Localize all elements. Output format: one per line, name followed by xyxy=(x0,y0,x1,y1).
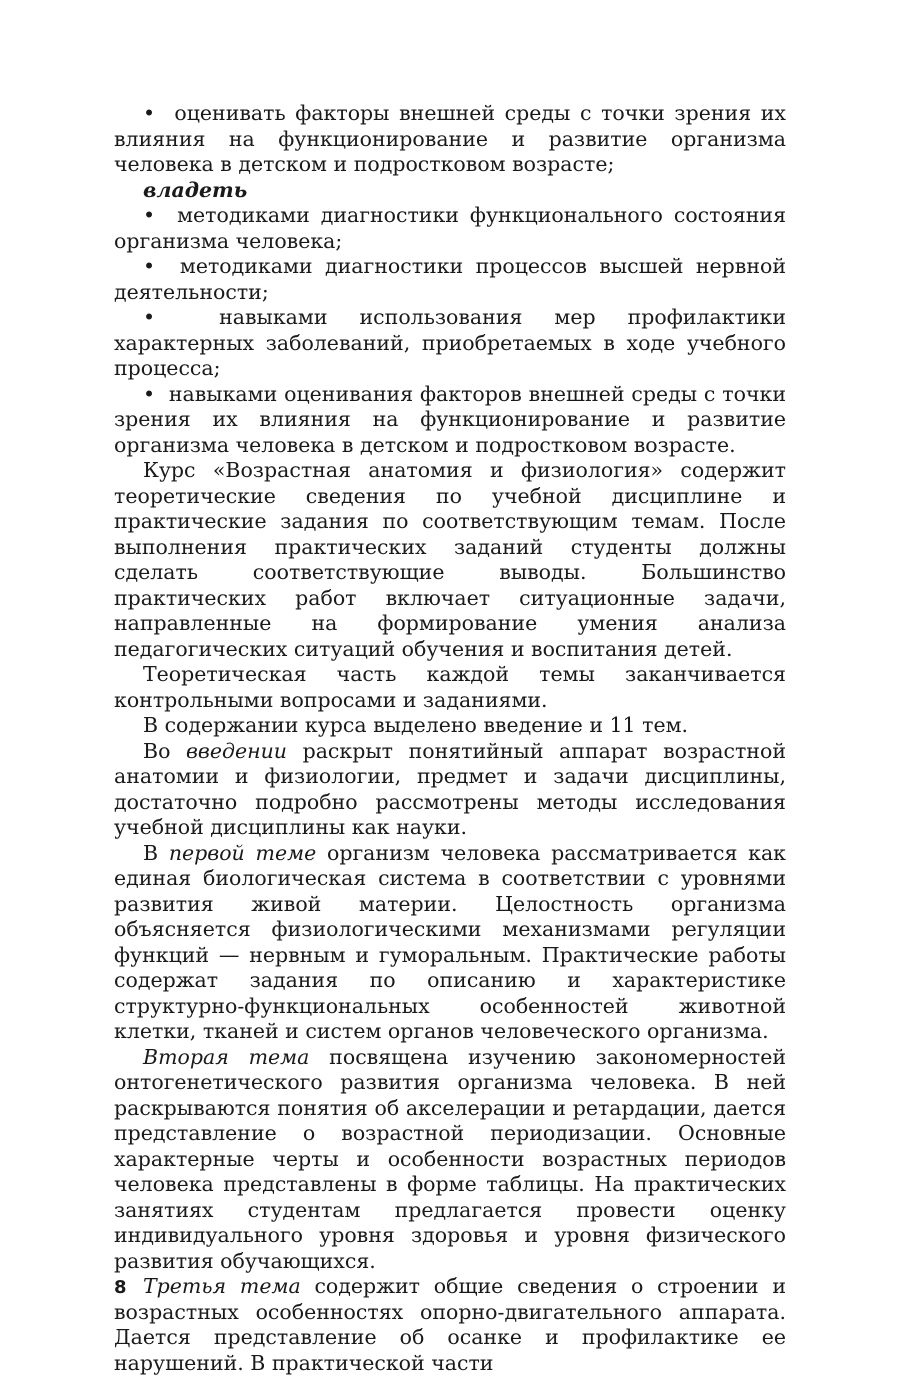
page-number: 8 xyxy=(114,1277,127,1298)
paragraph-third-topic: Третья тема содержит общие сведения о строении и возрастных особенностях опорно-двигательного аппарата. Дается представление об осанке и профилактике ее нарушений. В практической части xyxy=(114,1274,786,1375)
list-item-evaluate-factors: • оценивать факторы внешней среды с точки зрения их влияния на функционирование и развитие организма человека в детском и подростковом возрасте; xyxy=(114,101,786,178)
paragraph-second-topic: Вторая тема посвящена изучению закономерностей онтогенетического развития организма человека. В ней раскрываются понятия об акселерации и ретардации, дается представление о возрастной периодизации. Основные характерные черты и особенности возрастных периодов человека представлены в форме таблицы. На практических занятиях студентам предлагается провести оценку индивидуального уровня здоровья и уровня физического развития обучающихся. xyxy=(114,1044,786,1273)
list-item-prevention-skills: • навыками использования мер профилактики характерных заболеваний, приобретаемых в ходе учебного процесса; xyxy=(114,305,786,382)
emphasis-first-topic: первой теме xyxy=(168,840,317,865)
paragraph-theory: Теоретическая часть каждой темы заканчивается контрольными вопросами и заданиями. xyxy=(114,662,786,712)
emphasis-third-topic: Третья тема xyxy=(143,1274,301,1298)
page-body xyxy=(114,101,786,1376)
list-item-methods-nervous: • методиками диагностики процессов высшей нервной деятельности; xyxy=(114,254,786,305)
list-item-evaluation-skills: • навыками оценивания факторов внешней среды с точки зрения их влияния на функционирование и развитие организма человека в детском и подростковом возрасте. xyxy=(114,382,786,459)
section-heading-possess: владеть xyxy=(143,177,248,202)
paragraph-course: Курс «Возрастная анатомия и физиология» содержит теоретические сведения по учебной дисциплине и практические задания по соответствующим темам. После выполнения практических заданий студенты должны сделать соответствующие выводы. Большинство практических работ включает ситуационные задачи, направленные на формирование умения анализа педагогических ситуаций обучения и воспитания детей. xyxy=(114,458,786,661)
list-item-methods-functional: • методиками диагностики функционального состояния организма человека; xyxy=(114,203,786,254)
paragraph-contents: В содержании курса выделено введение и 11 тем. xyxy=(143,713,689,737)
paragraph-first-topic: В первой теме организм человека рассматривается как единая биологическая система в соответствии с уровнями развития живой материи. Целостность организма объясняется физиологическими механизмами регуляции функций — нервным и гуморальным. Практические работы содержат задания по описанию и характеристике структурно-функциональных особенностей животной клетки, тканей и систем органов человеческого организма. xyxy=(114,840,786,1043)
emphasis-second-topic: Вторая тема xyxy=(143,1044,310,1069)
emphasis-intro: введении xyxy=(185,738,288,763)
paragraph-intro: Во введении раскрыт понятийный аппарат возрастной анатомии и физиологии, предмет и задачи дисциплины, достаточно подробно рассмотрены методы исследования учебной дисциплины как науки. xyxy=(114,738,786,839)
